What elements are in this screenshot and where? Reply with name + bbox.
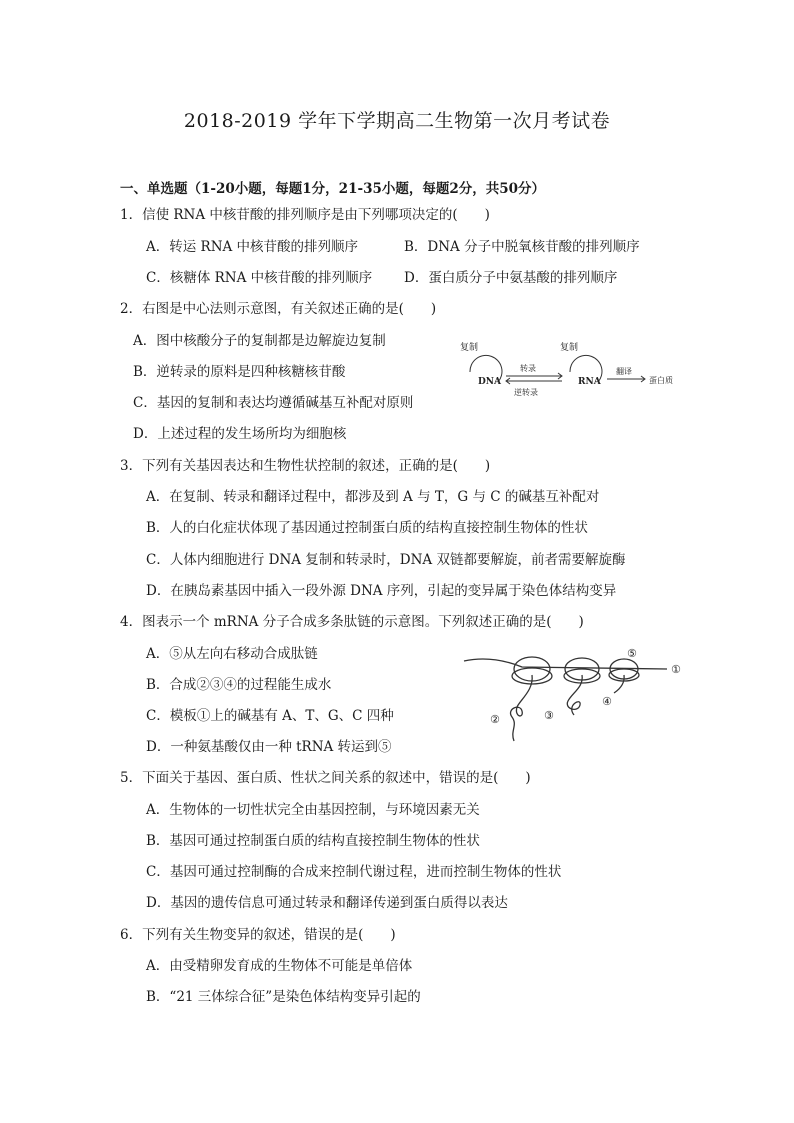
label-2: ② <box>490 713 500 726</box>
question-5-option-d[interactable]: D．基因的遗传信息可通过转录和翻译传递到蛋白质得以表达 <box>146 895 508 911</box>
question-1-option-d[interactable]: D．蛋白质分子中氨基酸的排列顺序 <box>404 270 618 286</box>
question-3-option-c[interactable]: C．人体内细胞进行 DNA 复制和转录时，DNA 双链都要解旋，前者需要解旋酶 <box>146 552 626 568</box>
protein-label: 蛋白质 <box>649 376 673 385</box>
question-1-option-a[interactable]: A．转运 RNA 中核苷酸的排列顺序 <box>146 239 359 255</box>
section-heading: 一、单选题（1-20小题，每题1分，21-35小题，每题2分，共50分） <box>120 181 546 197</box>
translation-label: 翻译 <box>616 367 632 376</box>
replication-left-label: 复制 <box>460 343 479 353</box>
question-2-option-c[interactable]: C．基因的复制和表达均遵循碱基互补配对原则 <box>133 395 414 411</box>
dna-label: DNA <box>478 377 502 387</box>
question-4-option-b[interactable]: B．合成②③④的过程能生成水 <box>146 677 332 693</box>
question-6-option-a[interactable]: A．由受精卵发育成的生物体不可能是单倍体 <box>146 958 413 974</box>
question-3-option-b[interactable]: B．人的白化症状体现了基因通过控制蛋白质的结构直接控制生物体的性状 <box>146 520 588 536</box>
question-3-stem: 3．下列有关基因表达和生物性状控制的叙述，正确的是( ) <box>120 458 491 474</box>
question-2-option-d[interactable]: D．上述过程的发生场所均为细胞核 <box>133 426 347 442</box>
question-2-option-b[interactable]: B．逆转录的原料是四种核糖核苷酸 <box>133 364 346 380</box>
transcription-label: 转录 <box>520 364 536 373</box>
question-5-stem: 5．下面关于基因、蛋白质、性状之间关系的叙述中，错误的是( ) <box>120 770 531 786</box>
question-4-option-c[interactable]: C．模板①上的碱基有 A、T、G、C 四种 <box>146 708 394 724</box>
rna-label: RNA <box>578 377 601 387</box>
question-1-option-c[interactable]: C．核糖体 RNA 中核苷酸的排列顺序 <box>146 270 373 286</box>
question-4-option-d[interactable]: D．一种氨基酸仅由一种 tRNA 转运到⑤ <box>146 739 392 755</box>
label-5: ⑤ <box>627 647 637 660</box>
question-4-stem: 4．图表示一个 mRNA 分子合成多条肽链的示意图。下列叙述正确的是( ) <box>120 614 584 630</box>
question-5-option-c[interactable]: C．基因可通过控制酶的合成来控制代谢过程，进而控制生物体的性状 <box>146 864 562 880</box>
question-6-stem: 6．下列有关生物变异的叙述，错误的是( ) <box>120 927 396 943</box>
question-4-option-a[interactable]: A．⑤从左向右移动合成肽链 <box>146 646 318 662</box>
label-4: ④ <box>602 695 612 708</box>
question-3-option-a[interactable]: A．在复制、转录和翻译过程中，都涉及到 A 与 T，G 与 C 的碱基互补配对 <box>146 489 600 505</box>
question-5-option-b[interactable]: B．基因可通过控制蛋白质的结构直接控制生物体的性状 <box>146 833 480 849</box>
label-1: ① <box>671 663 681 676</box>
label-3: ③ <box>544 709 554 722</box>
replication-right-label: 复制 <box>560 343 579 353</box>
question-2-stem: 2．右图是中心法则示意图，有关叙述正确的是( ) <box>120 301 437 317</box>
central-dogma-diagram <box>450 340 690 410</box>
reverse-transcription-label: 逆转录 <box>514 388 538 397</box>
question-1-stem: 1．信使 RNA 中核苷酸的排列顺序是由下列哪项决定的( ) <box>120 207 490 223</box>
page-title: 2018-2019 学年下学期高二生物第一次月考试卷 <box>183 110 611 132</box>
question-2-option-a[interactable]: A．图中核酸分子的复制都是边解旋边复制 <box>133 333 386 349</box>
peptide-2 <box>511 675 533 741</box>
question-5-option-a[interactable]: A．生物体的一切性状完全由基因控制，与环境因素无关 <box>146 802 480 818</box>
question-3-option-d[interactable]: D．在胰岛素基因中插入一段外源 DNA 序列，引起的变异属于染色体结构变异 <box>146 583 617 599</box>
polyribosome-diagram <box>462 645 692 745</box>
question-1-option-b[interactable]: B．DNA 分子中脱氧核苷酸的排列顺序 <box>404 239 640 255</box>
question-6-option-b[interactable]: B．“21 三体综合征”是染色体结构变异引起的 <box>146 989 421 1005</box>
